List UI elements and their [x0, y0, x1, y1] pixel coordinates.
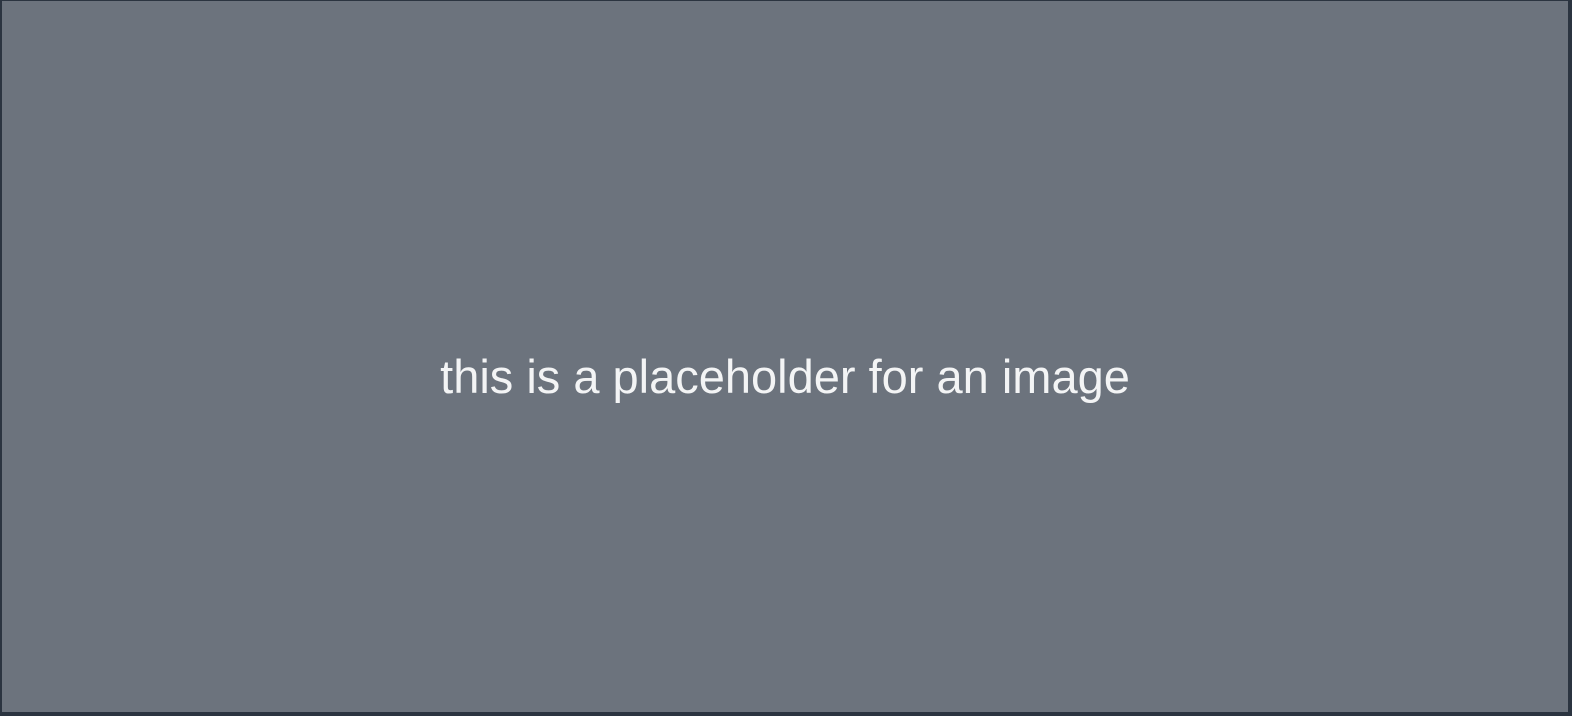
placeholder-text: this is a placeholder for an image: [440, 350, 1130, 403]
image-placeholder: [2, 1, 1568, 712]
